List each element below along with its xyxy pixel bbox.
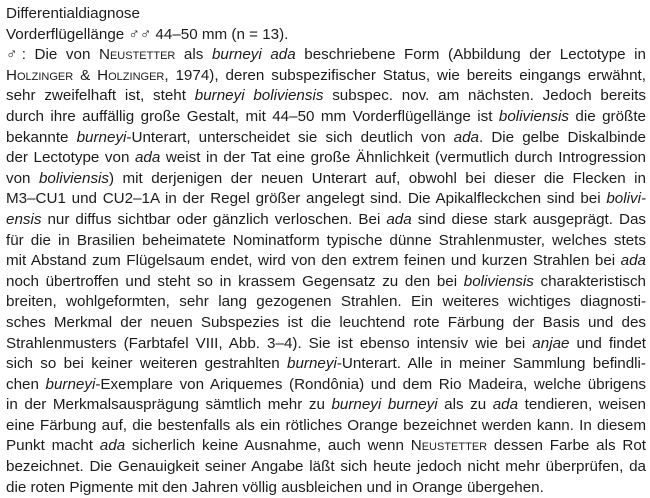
text-run: chen bbox=[6, 375, 46, 393]
text-line bbox=[6, 436, 646, 457]
text-run: beschriebene Form (Abbildung der Lectotype in bbox=[295, 46, 647, 64]
text-line bbox=[6, 272, 646, 293]
text-run: subspec. nov. am nächsten. Jedoch bereits bbox=[323, 87, 647, 105]
text-run: eine Färbung auf, die bestenfalls als ein rötliches Orange bezeichnet werden kann. In diesem bbox=[6, 416, 646, 434]
italic-taxon-name: boliviensis bbox=[498, 107, 569, 125]
text-line bbox=[6, 66, 646, 87]
italic-taxon-name: ada bbox=[620, 252, 646, 270]
text-run: die größte bbox=[568, 107, 646, 125]
italic-taxon-name: ada bbox=[134, 149, 161, 167]
text-run: ) mit derjenigen der neuen Unterart auf, obwohl bei dieser die Flecken in bbox=[109, 169, 646, 187]
text-line bbox=[6, 478, 646, 498]
italic-taxon-name: ada bbox=[386, 210, 412, 228]
text-run: Vorderflügellänge ♂♂ 44–50 mm (n = 13). bbox=[6, 25, 289, 43]
text-line bbox=[6, 334, 646, 355]
text-run: Punkt macht bbox=[6, 437, 100, 455]
text-run: mit Abstand zum Flügelsaum endet, wird von den extrem feinen und kurzen Strahlen bei bbox=[6, 252, 621, 270]
author-name: Neustetter bbox=[410, 437, 488, 455]
text-line bbox=[6, 292, 646, 313]
text-line bbox=[6, 148, 646, 169]
text-run: dessen Farbe als Rot bbox=[487, 437, 647, 455]
text-line bbox=[6, 313, 646, 334]
text-run: von bbox=[6, 169, 39, 187]
text-run: sches Merkmal der neuen Subspezies ist die leuchtend rote Färbung der Basis und des bbox=[6, 313, 646, 331]
text-run: für die in Brasilien beheimatete Nominatform typische dünne Strahlenmuster, welches stets bbox=[6, 231, 646, 249]
text-line bbox=[6, 375, 646, 396]
author-name: Holzinger & Holzinger bbox=[6, 66, 165, 84]
paragraph bbox=[6, 25, 646, 498]
text-run: durch ihre auffällig große Gestalt, mit 44–50 mm Vorderflügellänge ist bbox=[6, 107, 499, 125]
text-run: sich so bei keiner weiteren gestrahlten bbox=[6, 355, 288, 373]
text-run: sind diese stark ausgeprägt. Das bbox=[411, 210, 646, 228]
text-run: sicherlich keine Ausnahme, auch wenn bbox=[125, 437, 411, 455]
text-run: bekannte bbox=[6, 128, 77, 146]
italic-taxon-name: ada bbox=[492, 396, 519, 414]
italic-taxon-name: ada bbox=[99, 437, 126, 455]
text-run: charakteristisch bbox=[533, 272, 646, 290]
italic-taxon-name: boliviensis bbox=[38, 169, 110, 187]
text-run: tendieren, weisen bbox=[518, 396, 646, 414]
text-line bbox=[6, 416, 646, 437]
italic-taxon-name: ada bbox=[453, 128, 479, 146]
text-run: bezeichnet. Die Genauigkeit seiner Angabe läßt sich heute jedoch nicht mehr überprüfen, da bbox=[6, 458, 646, 476]
text-line bbox=[6, 189, 646, 210]
text-run: die roten Pigmente mit den Jahren völlig ausbleichen und in Orange übergehen. bbox=[6, 478, 544, 496]
text-line bbox=[6, 354, 646, 375]
text-run: ♂: Die von bbox=[6, 46, 99, 64]
italic-taxon-name: anjae bbox=[532, 334, 570, 352]
text-run: . Die gelbe Diskalbinde bbox=[479, 128, 647, 146]
text-run: -Unterart, unterscheidet sie sich deutlich von bbox=[126, 128, 454, 146]
text-line bbox=[6, 45, 646, 66]
italic-taxon-name: boliviensis bbox=[463, 272, 534, 290]
italic-taxon-name: bolivi- bbox=[606, 190, 646, 208]
text-run: der Lectotype von bbox=[6, 149, 135, 167]
text-run: als bbox=[175, 46, 212, 64]
text-run: -Exemplare von Ariquemes (Rondônia) und dem Rio Madeira, welche übrigens bbox=[95, 375, 646, 393]
text-run: M3–CU1 und CU2–1A in der Regel größer angelegt sind. Die Apikalfleckchen sind bei bbox=[6, 190, 607, 208]
italic-taxon-name: burneyi bbox=[45, 375, 96, 393]
text-run: als zu bbox=[437, 396, 493, 414]
text-line bbox=[6, 25, 646, 46]
italic-taxon-name: burneyi bbox=[76, 128, 127, 146]
text-line bbox=[6, 169, 646, 190]
italic-taxon-name: burneyi boliviensis bbox=[194, 87, 324, 105]
text-run: nur diffus sichtbar oder gänzlich verloschen. Bei bbox=[41, 210, 387, 228]
text-line bbox=[6, 231, 646, 252]
text-line bbox=[6, 107, 646, 128]
text-line bbox=[6, 128, 646, 149]
text-run: Strahlenmusters (Farbtafel VIII, Abb. 3–4). Sie ist ebenso intensiv wie bei bbox=[6, 334, 533, 352]
text-run: -Unterart. Alle in meiner Sammlung befindli- bbox=[336, 355, 646, 373]
italic-taxon-name: burneyi burneyi bbox=[331, 396, 438, 414]
text-run: sehr zweifelhaft ist, steht bbox=[6, 87, 195, 105]
text-run: weist in der Tat eine große Ähnlichkeit (vermutlich durch Introgression bbox=[160, 149, 646, 167]
text-line bbox=[6, 86, 646, 107]
author-name: Neustetter bbox=[98, 46, 176, 64]
text-line bbox=[6, 457, 646, 478]
document-body bbox=[6, 4, 646, 498]
text-run: breiten, wohlgeformten, sehr lang gezogenen Strahlen. Ein weiteres wichtiges diagnosti- bbox=[6, 293, 646, 311]
text-line bbox=[6, 395, 646, 416]
italic-taxon-name: burneyi ada bbox=[211, 46, 296, 64]
text-line bbox=[6, 210, 646, 231]
text-run: , 1974), deren subspezifischer Status, wie bereits eingangs erwähnt, bbox=[164, 66, 647, 84]
section-heading: Differentialdiagnose bbox=[6, 5, 140, 22]
italic-taxon-name: ensis bbox=[6, 210, 42, 228]
text-line bbox=[6, 251, 646, 272]
text-run: und findet bbox=[569, 334, 646, 352]
italic-taxon-name: burneyi bbox=[287, 355, 337, 373]
text-run: in der Merkmalsausprägung sämtlich mehr zu bbox=[6, 396, 332, 414]
text-run: noch übertroffen und steht so in krassem Gegensatz zu den bei bbox=[6, 272, 464, 290]
